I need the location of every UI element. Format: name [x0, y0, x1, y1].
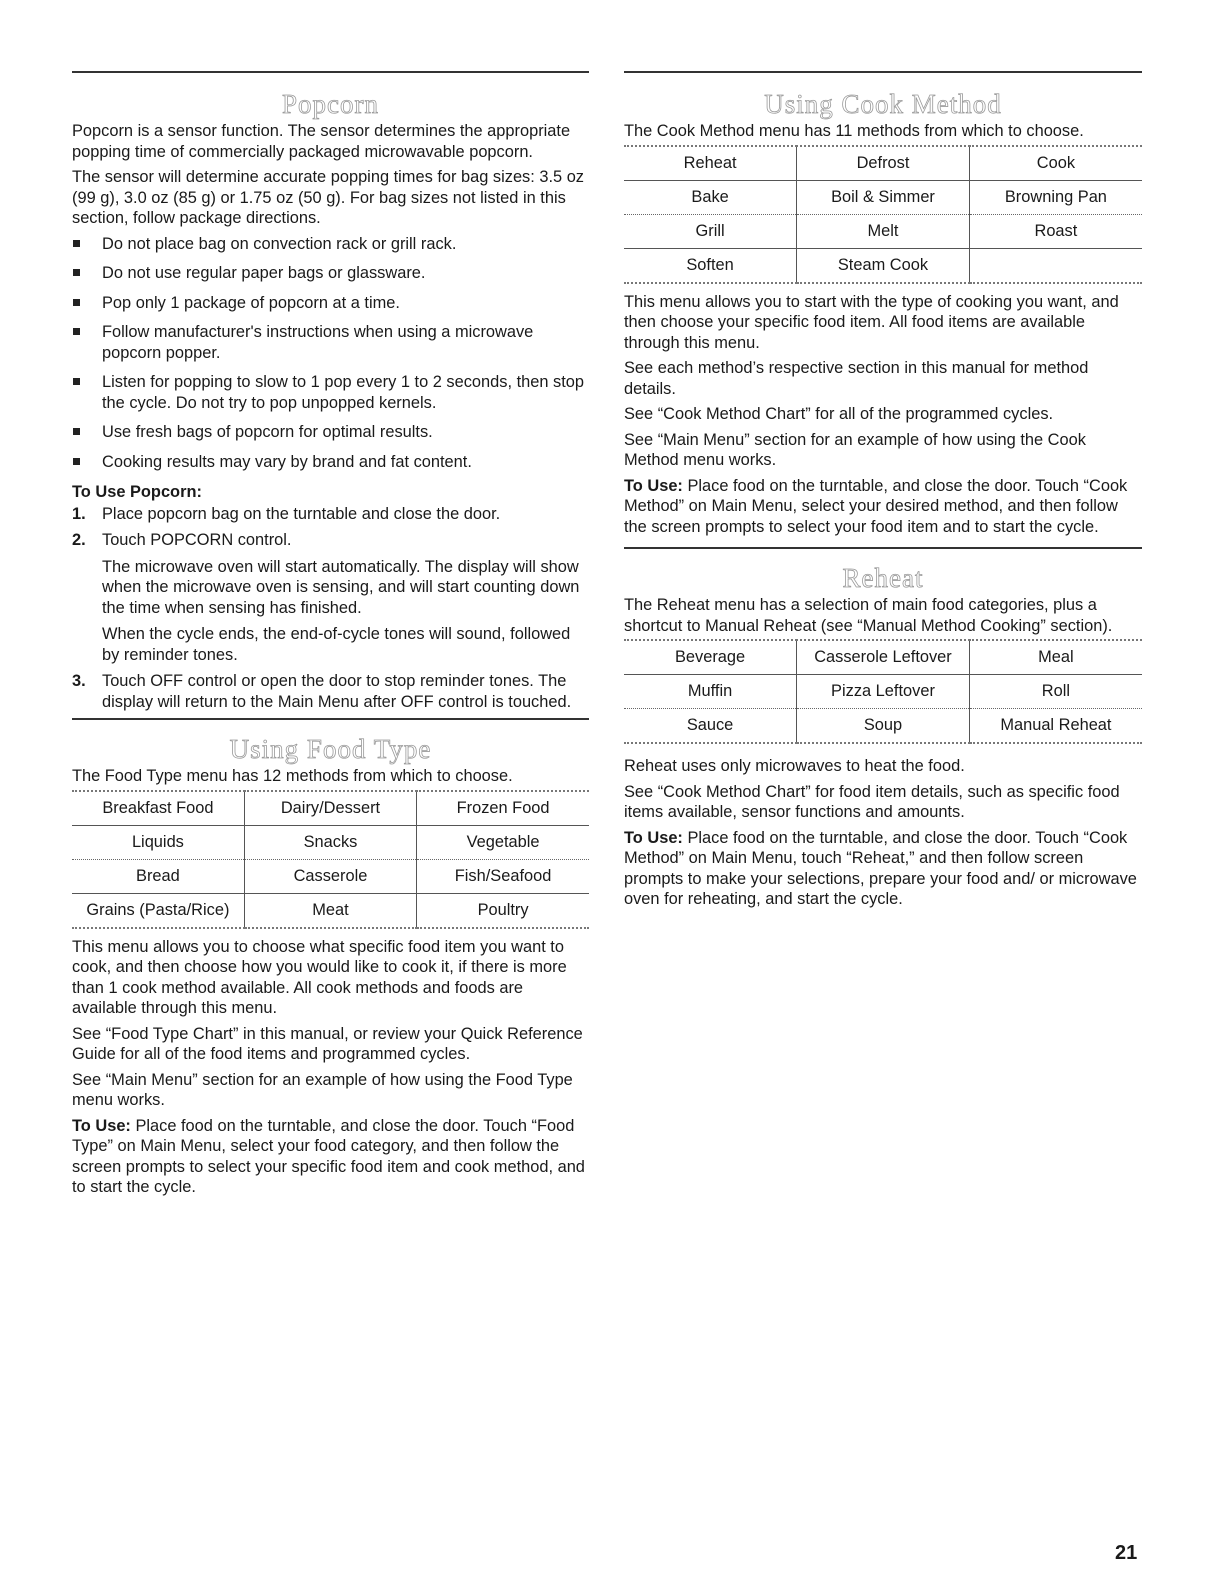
table-cell: Bake: [624, 180, 797, 214]
table-row: [624, 146, 1142, 181]
table-cell: Casserole Leftover: [797, 640, 970, 675]
table-cell: Cook: [969, 146, 1142, 181]
popcorn-steps: [72, 504, 589, 713]
table-cell: Breakfast Food: [72, 791, 244, 826]
reheat-title: Reheat: [842, 563, 924, 593]
table-row: [72, 791, 589, 826]
table-row: [72, 825, 589, 859]
bullet-icon: [73, 458, 80, 465]
left-column: [72, 0, 589, 1203]
food-type-table: [72, 790, 589, 929]
cook-method-to-use: [624, 476, 1142, 538]
step-number: 1.: [72, 504, 86, 523]
bullet-text: Listen for popping to slow to 1 pop every 1 to 2 seconds, then stop the cycle. Do not try to pop unpopped kernels.: [102, 373, 585, 412]
table-cell: Soup: [797, 709, 970, 744]
cook-method-intro: The Cook Method menu has 11 methods from which to choose.: [624, 122, 1084, 140]
bullet-text: Use fresh bags of popcorn for optimal results.: [102, 423, 433, 441]
table-cell: Melt: [797, 214, 970, 248]
cook-method-table: [624, 145, 1142, 284]
to-use-text: Place food on the turntable, and close the door. Touch “Cook Method” on Main Menu, touch “Reheat,” and then follow screen prompts to make your selections, prepare your food and/ or microwave oven for reheating, and start the cycle.: [624, 828, 1137, 908]
table-cell: Sauce: [624, 709, 797, 744]
bullet-icon: [73, 328, 80, 335]
table-cell: Poultry: [417, 893, 589, 928]
step-detail: When the cycle ends, the end-of-cycle tones will sound, followed by reminder tones.: [102, 625, 571, 664]
right-column: [624, 0, 1142, 915]
bullet-icon: [73, 269, 80, 276]
popcorn-bullet-list: [72, 234, 589, 473]
food-type-para-1: This menu allows you to choose what specific food item you want to cook, and then choose how you would like to cook it, if there is more than 1 cook method available. All cook methods and foods are available through this menu.: [72, 937, 567, 1017]
food-type-title: Using Food Type: [229, 734, 432, 764]
table-cell: Liquids: [72, 825, 244, 859]
step-detail: The microwave oven will start automatically. The display will show when the microwave oven is sensing, and will start counting down the time when sensing has finished.: [102, 557, 580, 617]
table-cell: Reheat: [624, 146, 797, 181]
bullet-icon: [73, 240, 80, 247]
table-cell: Soften: [624, 248, 797, 283]
to-use-text: Place food on the turntable, and close the door. Touch “Cook Method” on Main Menu, select your desired method, and then follow the screen prompts to select your food item and to start the cycle.: [624, 476, 1128, 536]
table-cell: Defrost: [797, 146, 970, 181]
list-item: [72, 322, 589, 363]
bullet-text: Cooking results may vary by brand and fat content.: [102, 452, 472, 471]
bullet-icon: [73, 428, 80, 435]
table-cell: Roll: [969, 675, 1142, 709]
section-divider: [72, 71, 589, 73]
table-cell: Beverage: [624, 640, 797, 675]
to-use-label: To Use:: [624, 476, 683, 495]
list-item: [72, 422, 589, 443]
table-cell: Roast: [969, 214, 1142, 248]
table-cell: Boil & Simmer: [797, 180, 970, 214]
list-item: [72, 293, 589, 314]
step-number: 2.: [72, 531, 86, 549]
table-row: [624, 675, 1142, 709]
section-divider: [624, 547, 1142, 549]
reheat-to-use: [624, 828, 1142, 910]
reheat-intro: The Reheat menu has a selection of main food categories, plus a shortcut to Manual Reheat (see “Manual Method Cooking” section).: [624, 596, 1113, 635]
popcorn-title: Popcorn: [282, 89, 379, 119]
table-cell: Casserole: [244, 859, 416, 893]
bullet-text: Pop only 1 package of popcorn at a time.: [102, 293, 400, 312]
cook-method-para-4: See “Main Menu” section for an example of how using the Cook Method menu works.: [624, 430, 1086, 469]
table-cell: Dairy/Dessert: [244, 791, 416, 826]
to-use-label: To Use:: [624, 828, 683, 847]
to-use-label: To Use:: [72, 1116, 131, 1135]
to-use-text: Place food on the turntable, and close the door. Touch “Food Type” on Main Menu, select your food category, and then follow the screen prompts to select your specific food item and cook method, and to start the cycle.: [72, 1116, 585, 1196]
table-cell: Steam Cook: [797, 248, 970, 283]
food-type-para-2: See “Food Type Chart” in this manual, or review your Quick Reference Guide for all of the food items and programmed cycles.: [72, 1024, 583, 1063]
step-text: Place popcorn bag on the turntable and close the door.: [102, 504, 501, 523]
table-cell: [969, 248, 1142, 283]
table-cell: Browning Pan: [969, 180, 1142, 214]
section-divider: [72, 718, 589, 720]
step-item: [72, 671, 589, 712]
popcorn-to-use-heading: To Use Popcorn:: [72, 483, 202, 501]
table-cell: Pizza Leftover: [797, 675, 970, 709]
table-row: [624, 709, 1142, 744]
cook-method-para-1: This menu allows you to start with the type of cooking you want, and then choose your specific food item. All food items are available through this menu.: [624, 292, 1119, 352]
table-row: [624, 214, 1142, 248]
table-cell: Muffin: [624, 675, 797, 709]
popcorn-intro-2: The sensor will determine accurate popping times for bag sizes: 3.5 oz (99 g), 3.0 oz (85 g) or 1.75 oz (50 g). For bag sizes not listed in this section, follow package directions.: [72, 168, 585, 227]
reheat-para-1: Reheat uses only microwaves to heat the food.: [624, 757, 965, 775]
cook-method-para-3: See “Cook Method Chart” for all of the programmed cycles.: [624, 405, 1054, 423]
table-cell: Meal: [969, 640, 1142, 675]
step-text: Touch OFF control or open the door to stop reminder tones. The display will return to the Main Menu after OFF control is touched.: [102, 672, 572, 711]
table-cell: Grill: [624, 214, 797, 248]
table-cell: Bread: [72, 859, 244, 893]
table-cell: Vegetable: [417, 825, 589, 859]
table-row: [72, 893, 589, 928]
step-item: [72, 504, 589, 525]
table-cell: Meat: [244, 893, 416, 928]
step-item: [72, 530, 589, 665]
reheat-table: [624, 639, 1142, 744]
list-item: [72, 372, 589, 413]
page-number: 21: [1115, 1542, 1138, 1564]
step-number: 3.: [72, 672, 86, 690]
food-type-para-3: See “Main Menu” section for an example of how using the Food Type menu works.: [72, 1070, 573, 1109]
cook-method-title: Using Cook Method: [764, 89, 1002, 119]
popcorn-intro-1: Popcorn is a sensor function. The sensor determines the appropriate popping time of commercially packaged microwavable popcorn.: [72, 122, 571, 161]
list-item: [72, 263, 589, 284]
bullet-text: Do not use regular paper bags or glassware.: [102, 264, 426, 282]
list-item: [72, 452, 589, 473]
table-cell: Fish/Seafood: [417, 859, 589, 893]
food-type-to-use: [72, 1116, 589, 1198]
food-type-intro: The Food Type menu has 12 methods from which to choose.: [72, 767, 513, 785]
table-cell: Snacks: [244, 825, 416, 859]
bullet-text: Follow manufacturer's instructions when using a microwave popcorn popper.: [102, 323, 534, 362]
bullet-icon: [73, 378, 80, 385]
table-cell: Manual Reheat: [969, 709, 1142, 744]
table-row: [624, 180, 1142, 214]
table-row: [72, 859, 589, 893]
bullet-icon: [73, 299, 80, 306]
step-text: Touch POPCORN control.: [102, 531, 292, 549]
bullet-text: Do not place bag on convection rack or grill rack.: [102, 234, 457, 253]
cook-method-para-2: See each method’s respective section in this manual for method details.: [624, 359, 1089, 398]
section-divider: [624, 71, 1142, 73]
table-cell: Grains (Pasta/Rice): [72, 893, 244, 928]
table-row: [624, 640, 1142, 675]
table-row: [624, 248, 1142, 283]
reheat-para-2: See “Cook Method Chart” for food item details, such as specific food items available, sensor functions and amounts.: [624, 782, 1120, 821]
table-cell: Frozen Food: [417, 791, 589, 826]
list-item: [72, 234, 589, 255]
